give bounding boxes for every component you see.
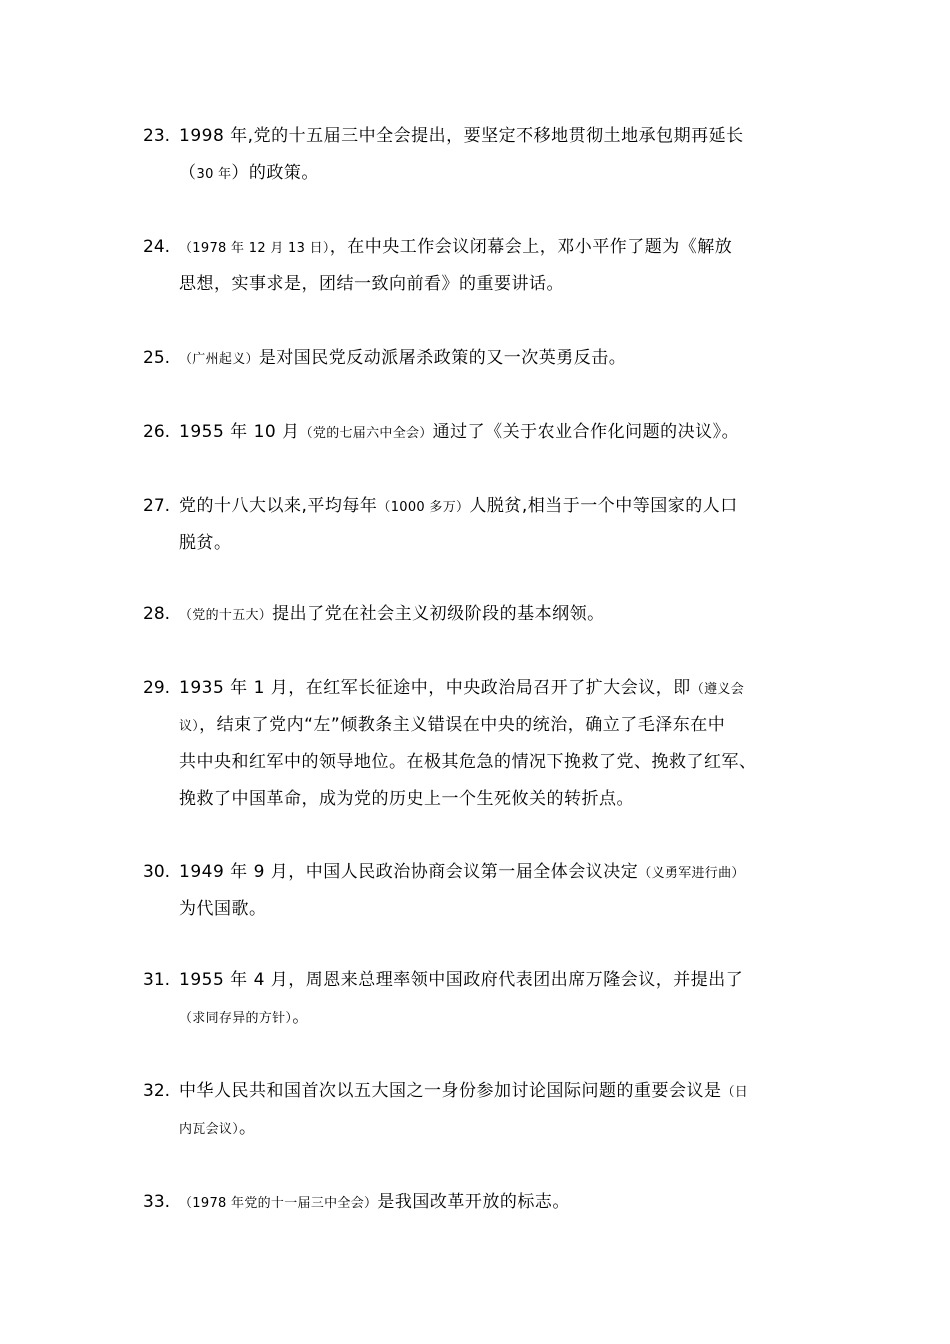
- text-line: [179, 488, 823, 525]
- text-segment: 党的十八大以来,平均每年: [179, 496, 378, 516]
- text-segment: （: [179, 163, 197, 183]
- item-text: [179, 340, 823, 377]
- text-line: [179, 414, 823, 451]
- text-segment: 1949 年 9 月，中国人民政治协商会议第一届全体会议决定: [179, 862, 639, 882]
- text-segment: 1998 年,党的十五届三中全会提出，要坚定不移地贯彻土地承包期再延长: [179, 126, 744, 146]
- item-number: 29.: [143, 678, 171, 698]
- item-number: 24.: [143, 237, 171, 257]
- item-number: 32.: [143, 1081, 171, 1101]
- text-segment: 。: [292, 1007, 310, 1027]
- text-line: [179, 744, 823, 781]
- answer-segment: （党的七届六中全会）: [299, 426, 433, 441]
- answer-segment: （1000 多万）: [377, 500, 470, 515]
- text-line: [179, 999, 823, 1036]
- text-segment: 共中央和红军中的领导地位。在极其危急的情况下挽救了党、挽救了红军、: [179, 752, 757, 772]
- item-text: [179, 1073, 823, 1147]
- text-line: [179, 891, 823, 928]
- text-segment: 。: [239, 1118, 257, 1138]
- item-text: [179, 1184, 823, 1221]
- item-text: [179, 670, 823, 818]
- answer-segment: （党的十五大）: [179, 608, 273, 623]
- answer-segment: 议）: [179, 719, 200, 734]
- answer-segment: （1978 年 12 月 13 日）: [179, 241, 330, 256]
- text-line: [179, 596, 823, 633]
- answer-segment: （1978 年党的十一届三中全会）: [179, 1196, 378, 1211]
- text-segment: 1955 年 4 月，周恩来总理率领中国政府代表团出席万隆会议，并提出了: [179, 970, 744, 990]
- text-line: [179, 118, 823, 155]
- text-segment: 人脱贫,相当于一个中等国家的人口: [469, 496, 738, 516]
- item-text: [179, 118, 823, 192]
- item-number: 28.: [143, 604, 171, 624]
- text-line: [179, 670, 823, 707]
- text-segment: 1935 年 1 月，在红军长征途中，中央政治局召开了扩大会议，即: [179, 678, 691, 698]
- text-line: [179, 1073, 823, 1110]
- answer-segment: （义勇军进行曲）: [638, 866, 745, 881]
- text-segment: 思想，实事求是，团结一致向前看》的重要讲话。: [179, 274, 564, 294]
- text-line: [179, 229, 823, 266]
- text-segment: 中华人民共和国首次以五大国之一身份参加讨论国际问题的重要会议是: [179, 1081, 722, 1101]
- item-text: [179, 414, 823, 451]
- text-line: [179, 781, 823, 818]
- item-number: 26.: [143, 422, 171, 442]
- item-number: 31.: [143, 970, 171, 990]
- item-text: [179, 229, 823, 303]
- item-text: [179, 854, 823, 928]
- text-segment: ，在中央工作会议闭幕会上，邓小平作了题为《解放: [329, 237, 733, 257]
- text-segment: ，结束了党内“左”倾教条主义错误在中央的统治，确立了毛泽东在中: [199, 715, 726, 735]
- text-segment: 为代国歌。: [179, 899, 267, 919]
- item-text: [179, 596, 823, 633]
- text-segment: 脱贫。: [179, 533, 232, 553]
- item-number: 33.: [143, 1192, 171, 1212]
- item-text: [179, 488, 823, 562]
- text-segment: 挽救了中国革命，成为党的历史上一个生死攸关的转折点。: [179, 789, 634, 809]
- text-segment: ）的政策。: [231, 163, 319, 183]
- item-number: 23.: [143, 126, 171, 146]
- text-segment: 通过了《关于农业合作化问题的决议》。: [432, 422, 740, 442]
- item-number: 25.: [143, 348, 171, 368]
- text-line: [179, 707, 823, 744]
- answer-segment: （求同存异的方针）: [179, 1011, 293, 1026]
- text-line: [179, 155, 823, 192]
- text-segment: 是对国民党反动派屠杀政策的又一次英勇反击。: [258, 348, 627, 368]
- item-text: [179, 962, 823, 1036]
- item-number: 27.: [143, 496, 171, 516]
- answer-segment: 30 年: [196, 167, 232, 182]
- text-segment: 1955 年 10 月: [179, 422, 300, 442]
- answer-segment: 内瓦会议）: [179, 1122, 240, 1137]
- text-line: [179, 1184, 823, 1221]
- text-segment: 是我国改革开放的标志。: [377, 1192, 570, 1212]
- text-segment: 提出了党在社会主义初级阶段的基本纲领。: [272, 604, 605, 624]
- answer-segment: （日: [721, 1085, 749, 1100]
- text-line: [179, 854, 823, 891]
- answer-segment: （广州起义）: [179, 352, 259, 367]
- answer-segment: （遵义会: [690, 682, 744, 697]
- text-line: [179, 525, 823, 562]
- text-line: [179, 962, 823, 999]
- text-line: [179, 266, 823, 303]
- item-number: 30.: [143, 862, 171, 882]
- text-line: [179, 1110, 823, 1147]
- text-line: [179, 340, 823, 377]
